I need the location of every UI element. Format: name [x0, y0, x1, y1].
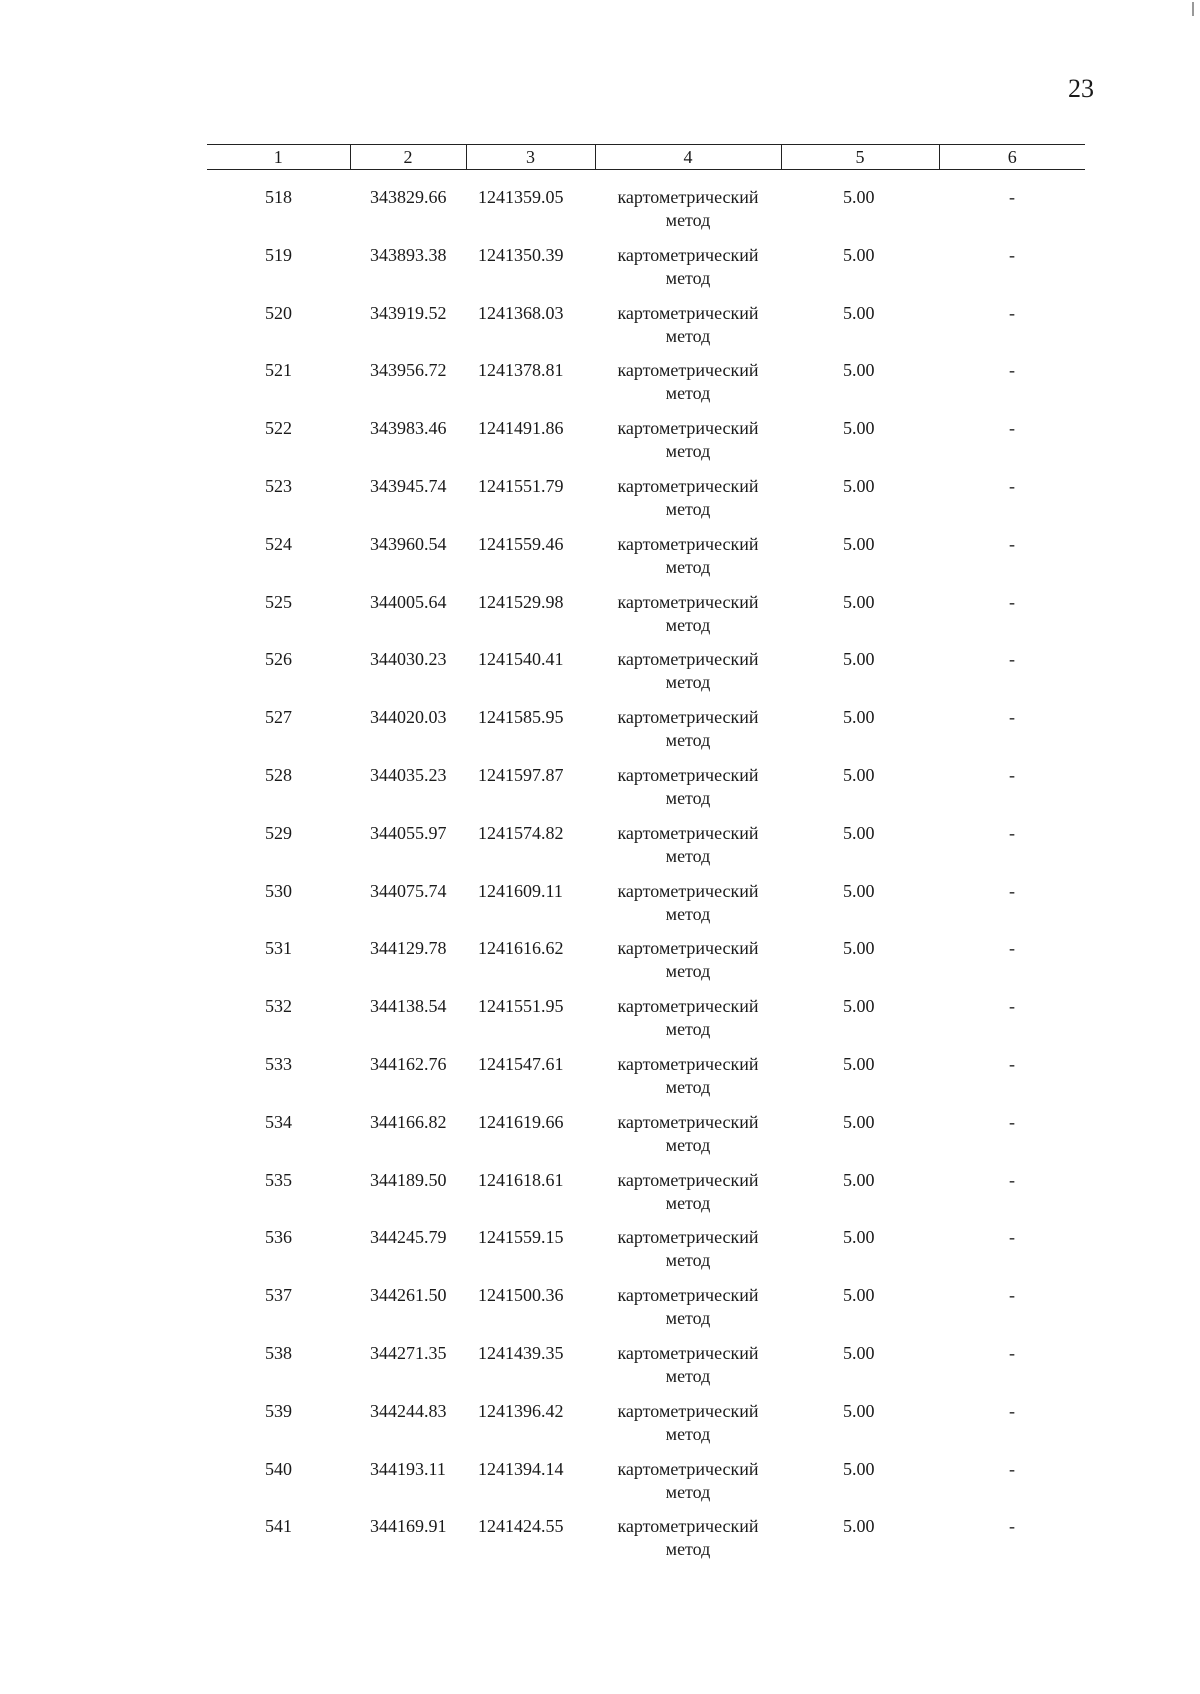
cell-coordinate-x: 344129.78: [370, 938, 447, 959]
table-row: [207, 764, 1085, 822]
cell-note: -: [1009, 822, 1015, 843]
cell-note: -: [1009, 1111, 1015, 1132]
cell-coordinate-x: 344244.83: [370, 1400, 447, 1421]
cell-accuracy: 5.00: [843, 1285, 875, 1306]
cell-coordinate-y: 1241359.05: [478, 187, 564, 207]
table-row: [207, 170, 1085, 244]
cell-method: [595, 591, 781, 649]
table-row: [207, 706, 1085, 764]
cell-method: [595, 359, 781, 417]
cell-point-number: 534: [265, 1111, 292, 1132]
table-row: [207, 533, 1085, 591]
table-row: [207, 1458, 1085, 1516]
method-word: картометрический: [617, 1227, 759, 1248]
cell-accuracy: 5.00: [843, 475, 875, 496]
method-word: картометрический: [617, 475, 759, 496]
table-row: [207, 1169, 1085, 1227]
cell-accuracy: 5.00: [843, 533, 875, 554]
cell-coordinate-y: 1241368.03: [478, 302, 564, 323]
method-word: картометрический: [617, 822, 759, 843]
cell-point-number: 518: [265, 187, 292, 207]
cell-coordinate-y: 1241616.62: [478, 938, 564, 959]
cell-coordinate-y: 1241597.87: [478, 764, 564, 785]
cell-point-number: 532: [265, 996, 292, 1017]
coordinates-table: [207, 144, 1085, 1573]
cell-coordinate-y: 1241378.81: [478, 360, 564, 381]
cell-point-number: 541: [265, 1516, 292, 1537]
cell-coordinate-x: 343960.54: [370, 533, 447, 554]
cell-coordinate-x: 344193.11: [370, 1458, 446, 1479]
cell-coordinate-x: 343919.52: [370, 302, 447, 323]
cell-point-number: 529: [265, 822, 292, 843]
cell-point-number: 528: [265, 764, 292, 785]
cell-accuracy: 5.00: [843, 1342, 875, 1363]
cell-note: -: [1009, 1053, 1015, 1074]
cell-point-number: 521: [265, 360, 292, 381]
method-word: картометрический: [617, 533, 759, 554]
method-word: картометрический: [617, 1285, 759, 1306]
cell-coordinate-x: 344162.76: [370, 1053, 447, 1074]
cell-coordinate-y: 1241394.14: [478, 1458, 564, 1479]
cell-note: -: [1009, 1516, 1015, 1537]
cell-point-number: 531: [265, 938, 292, 959]
cell-method: [595, 1111, 781, 1169]
table-row: [207, 591, 1085, 649]
cell-note: -: [1009, 649, 1015, 670]
method-word: картометрический: [617, 1111, 759, 1132]
cell-point-number: 523: [265, 475, 292, 496]
cell-accuracy: 5.00: [843, 1400, 875, 1421]
cell-accuracy: 5.00: [843, 1169, 875, 1190]
cell-method: [595, 937, 781, 995]
cell-note: -: [1009, 1342, 1015, 1363]
cell-note: -: [1009, 707, 1015, 728]
header-cell-6: 6: [939, 145, 1085, 170]
cell-point-number: 539: [265, 1400, 292, 1421]
cell-note: -: [1009, 938, 1015, 959]
cell-method: [595, 533, 781, 591]
cell-coordinate-y: 1241619.66: [478, 1111, 564, 1132]
cell-coordinate-y: 1241618.61: [478, 1169, 564, 1190]
cell-note: -: [1009, 475, 1015, 496]
cell-note: -: [1009, 996, 1015, 1017]
method-word: картометрический: [617, 1516, 759, 1537]
table-row: [207, 359, 1085, 417]
cell-accuracy: 5.00: [843, 880, 875, 901]
method-word: метод: [665, 1539, 711, 1560]
method-word: картометрический: [617, 880, 759, 901]
cell-accuracy: 5.00: [843, 418, 875, 439]
table-row: [207, 995, 1085, 1053]
table-row: [207, 244, 1085, 302]
table-row: [207, 1226, 1085, 1284]
table-row: [207, 417, 1085, 475]
method-word: картометрический: [617, 1400, 759, 1421]
method-word: метод: [665, 383, 711, 404]
method-word: картометрический: [617, 244, 759, 265]
method-word: метод: [665, 556, 711, 577]
cell-method: [595, 995, 781, 1053]
cell-coordinate-y: 1241540.41: [478, 649, 564, 670]
cell-point-number: 527: [265, 707, 292, 728]
method-word: метод: [665, 325, 711, 346]
cell-coordinate-y: 1241551.79: [478, 475, 564, 496]
cell-accuracy: 5.00: [843, 187, 875, 207]
cell-note: -: [1009, 418, 1015, 439]
method-word: картометрический: [617, 996, 759, 1017]
cell-method: [595, 1400, 781, 1458]
cell-coordinate-y: 1241439.35: [478, 1342, 564, 1363]
cell-coordinate-y: 1241529.98: [478, 591, 564, 612]
method-word: метод: [665, 1308, 711, 1329]
cell-coordinate-y: 1241559.46: [478, 533, 564, 554]
header-row: [207, 145, 1085, 170]
cell-coordinate-y: 1241491.86: [478, 418, 564, 439]
cell-coordinate-y: 1241396.42: [478, 1400, 564, 1421]
cell-method: [595, 1226, 781, 1284]
table-row: [207, 1111, 1085, 1169]
table-row: [207, 1400, 1085, 1458]
cell-method: [595, 764, 781, 822]
method-word: метод: [665, 1250, 711, 1271]
method-word: метод: [665, 961, 711, 982]
cell-method: [595, 1458, 781, 1516]
cell-note: -: [1009, 1227, 1015, 1248]
cell-point-number: 536: [265, 1227, 292, 1248]
cell-accuracy: 5.00: [843, 764, 875, 785]
cell-point-number: 524: [265, 533, 292, 554]
method-word: метод: [665, 1423, 711, 1444]
cell-accuracy: 5.00: [843, 649, 875, 670]
header-cell-3: 3: [466, 145, 595, 170]
table-row: [207, 822, 1085, 880]
cell-accuracy: 5.00: [843, 360, 875, 381]
cell-note: -: [1009, 1169, 1015, 1190]
cell-point-number: 538: [265, 1342, 292, 1363]
method-word: метод: [665, 1019, 711, 1040]
cell-coordinate-x: 344169.91: [370, 1516, 447, 1537]
table-row: [207, 937, 1085, 995]
cell-point-number: 530: [265, 880, 292, 901]
method-word: картометрический: [617, 418, 759, 439]
table-row: [207, 1515, 1085, 1573]
cell-coordinate-x: 344189.50: [370, 1169, 447, 1190]
cell-coordinate-x: 343956.72: [370, 360, 447, 381]
method-word: метод: [665, 845, 711, 866]
cell-note: -: [1009, 244, 1015, 265]
cell-accuracy: 5.00: [843, 822, 875, 843]
cell-point-number: 522: [265, 418, 292, 439]
cell-accuracy: 5.00: [843, 591, 875, 612]
cell-coordinate-x: 344075.74: [370, 880, 447, 901]
method-word: картометрический: [617, 764, 759, 785]
method-word: метод: [665, 1134, 711, 1155]
method-word: метод: [665, 1481, 711, 1502]
cell-note: -: [1009, 360, 1015, 381]
cell-method: [595, 1284, 781, 1342]
method-word: метод: [665, 787, 711, 808]
cell-point-number: 535: [265, 1169, 292, 1190]
cell-note: -: [1009, 302, 1015, 323]
page-number: 23: [1068, 74, 1094, 103]
cell-coordinate-y: 1241500.36: [478, 1285, 564, 1306]
method-word: картометрический: [617, 591, 759, 612]
cell-accuracy: 5.00: [843, 1516, 875, 1537]
cell-method: [595, 822, 781, 880]
cell-coordinate-x: 343945.74: [370, 475, 447, 496]
cell-coordinate-y: 1241551.95: [478, 996, 564, 1017]
table-row: [207, 475, 1085, 533]
cell-accuracy: 5.00: [843, 1458, 875, 1479]
cell-method: [595, 170, 781, 244]
cell-coordinate-x: 344055.97: [370, 822, 447, 843]
method-word: картометрический: [617, 302, 759, 323]
method-word: метод: [665, 903, 711, 924]
coordinates-table-wrapper: [207, 144, 1085, 1573]
cell-coordinate-x: 343893.38: [370, 244, 447, 265]
cell-method: [595, 880, 781, 938]
cell-note: -: [1009, 764, 1015, 785]
cell-accuracy: 5.00: [843, 938, 875, 959]
cell-coordinate-y: 1241559.15: [478, 1227, 564, 1248]
cell-method: [595, 648, 781, 706]
scan-edge-mark: [1192, 2, 1194, 16]
cell-point-number: 525: [265, 591, 292, 612]
method-word: метод: [665, 1365, 711, 1386]
method-word: метод: [665, 498, 711, 519]
cell-note: -: [1009, 591, 1015, 612]
method-word: картометрический: [617, 1053, 759, 1074]
cell-coordinate-x: 343829.66: [370, 187, 447, 207]
cell-note: -: [1009, 533, 1015, 554]
table-row: [207, 1053, 1085, 1111]
method-word: метод: [665, 614, 711, 635]
method-word: метод: [665, 441, 711, 462]
cell-coordinate-x: 344261.50: [370, 1285, 447, 1306]
cell-note: -: [1009, 187, 1015, 207]
cell-point-number: 533: [265, 1053, 292, 1074]
table-row: [207, 1342, 1085, 1400]
method-word: картометрический: [617, 649, 759, 670]
cell-coordinate-y: 1241574.82: [478, 822, 564, 843]
cell-coordinate-x: 344020.03: [370, 707, 447, 728]
cell-point-number: 519: [265, 244, 292, 265]
method-word: картометрический: [617, 187, 759, 207]
cell-coordinate-x: 344271.35: [370, 1342, 447, 1363]
cell-note: -: [1009, 1400, 1015, 1421]
table-header: [207, 145, 1085, 170]
cell-method: [595, 1053, 781, 1111]
cell-note: -: [1009, 1458, 1015, 1479]
method-word: картометрический: [617, 360, 759, 381]
cell-coordinate-y: 1241424.55: [478, 1516, 564, 1537]
cell-coordinate-x: 344138.54: [370, 996, 447, 1017]
header-cell-5: 5: [781, 145, 939, 170]
cell-coordinate-y: 1241609.11: [478, 880, 563, 901]
cell-method: [595, 475, 781, 533]
method-word: картометрический: [617, 1169, 759, 1190]
cell-accuracy: 5.00: [843, 302, 875, 323]
method-word: метод: [665, 210, 711, 230]
cell-coordinate-x: 344005.64: [370, 591, 447, 612]
cell-method: [595, 1342, 781, 1400]
cell-point-number: 520: [265, 302, 292, 323]
method-word: картометрический: [617, 938, 759, 959]
method-word: метод: [665, 1076, 711, 1097]
cell-accuracy: 5.00: [843, 707, 875, 728]
cell-coordinate-x: 344030.23: [370, 649, 447, 670]
cell-coordinate-y: 1241585.95: [478, 707, 564, 728]
cell-coordinate-y: 1241350.39: [478, 244, 564, 265]
header-cell-4: 4: [595, 145, 781, 170]
cell-method: [595, 302, 781, 360]
table-row: [207, 880, 1085, 938]
cell-method: [595, 1515, 781, 1573]
cell-method: [595, 417, 781, 475]
method-word: метод: [665, 672, 711, 693]
cell-method: [595, 1169, 781, 1227]
method-word: картометрический: [617, 1458, 759, 1479]
cell-note: -: [1009, 880, 1015, 901]
cell-coordinate-x: 344035.23: [370, 764, 447, 785]
method-word: метод: [665, 730, 711, 751]
header-cell-2: 2: [350, 145, 466, 170]
cell-coordinate-x: 344166.82: [370, 1111, 447, 1132]
cell-note: -: [1009, 1285, 1015, 1306]
cell-accuracy: 5.00: [843, 1111, 875, 1132]
cell-accuracy: 5.00: [843, 1227, 875, 1248]
cell-point-number: 540: [265, 1458, 292, 1479]
table-row: [207, 1284, 1085, 1342]
header-cell-1: 1: [207, 145, 350, 170]
cell-accuracy: 5.00: [843, 1053, 875, 1074]
table-body: [207, 170, 1085, 1574]
cell-point-number: 537: [265, 1285, 292, 1306]
cell-point-number: 526: [265, 649, 292, 670]
cell-coordinate-y: 1241547.61: [478, 1053, 564, 1074]
method-word: метод: [665, 267, 711, 288]
table-row: [207, 302, 1085, 360]
cell-method: [595, 244, 781, 302]
cell-accuracy: 5.00: [843, 996, 875, 1017]
cell-coordinate-x: 344245.79: [370, 1227, 447, 1248]
cell-method: [595, 706, 781, 764]
cell-coordinate-x: 343983.46: [370, 418, 447, 439]
method-word: метод: [665, 1192, 711, 1213]
cell-accuracy: 5.00: [843, 244, 875, 265]
table-row: [207, 648, 1085, 706]
method-word: картометрический: [617, 1342, 759, 1363]
method-word: картометрический: [617, 707, 759, 728]
